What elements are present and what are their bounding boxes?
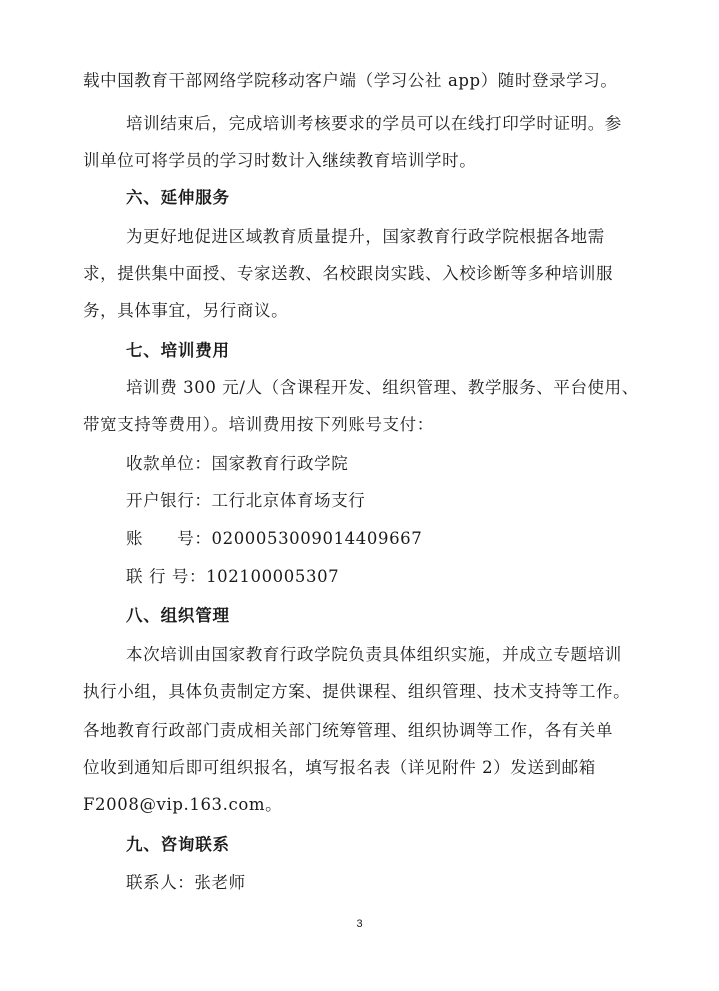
paragraph-line: 本次培训由国家教育行政学院负责具体组织实施，并成立专题培训 <box>126 645 622 664</box>
paragraph-line: 培训结束后，完成培训考核要求的学员可以在线打印学时证明。参 <box>126 114 622 133</box>
paragraph-line: 务，具体事宜，另行商议。 <box>83 301 289 320</box>
section-heading-organization: 八、组织管理 <box>126 606 230 625</box>
paragraph-line: 培训费 300 元/人（含课程开发、组织管理、教学服务、平台使用、 <box>126 378 639 397</box>
paragraph-line: 求，提供集中面授、专家送教、名校跟岗实践、入校诊断等多种培训服 <box>83 264 614 283</box>
paragraph-line: 载中国教育干部网络学院移动客户端（学习公社 app）随时登录学习。 <box>83 71 618 90</box>
account-line: 账 号：0200053009014409667 <box>126 529 423 548</box>
paragraph-line: 位收到通知后即可组织报名，填写报名表（详见附件 2）发送到邮箱 <box>83 758 596 777</box>
email-line: F2008@vip.163.com。 <box>83 795 283 814</box>
paragraph-line: 各地教育行政部门责成相关部门统筹管理、组织协调等工作，各有关单 <box>83 721 614 740</box>
section-heading-training-fees: 七、培训费用 <box>126 341 230 360</box>
paragraph-line: 训单位可将学员的学习时数计入继续教育培训学时。 <box>83 151 477 170</box>
section-heading-contact: 九、咨询联系 <box>126 835 230 854</box>
payee-line: 收款单位：国家教育行政学院 <box>126 454 349 473</box>
section-heading-extended-services: 六、延伸服务 <box>126 188 230 207</box>
paragraph-line: 执行小组，具体负责制定方案、提供课程、组织管理、技术支持等工作。 <box>83 682 631 701</box>
contact-person-line: 联系人：张老师 <box>126 873 246 892</box>
page-number: 3 <box>356 918 363 930</box>
paragraph-line: 带宽支持等费用）。培训费用按下列账号支付： <box>83 415 434 434</box>
routing-number-line: 联 行 号：102100005307 <box>126 567 340 586</box>
paragraph-line: 为更好地促进区域教育质量提升，国家教育行政学院根据各地需 <box>126 227 605 246</box>
bank-line: 开户银行：工行北京体育场支行 <box>126 491 366 510</box>
